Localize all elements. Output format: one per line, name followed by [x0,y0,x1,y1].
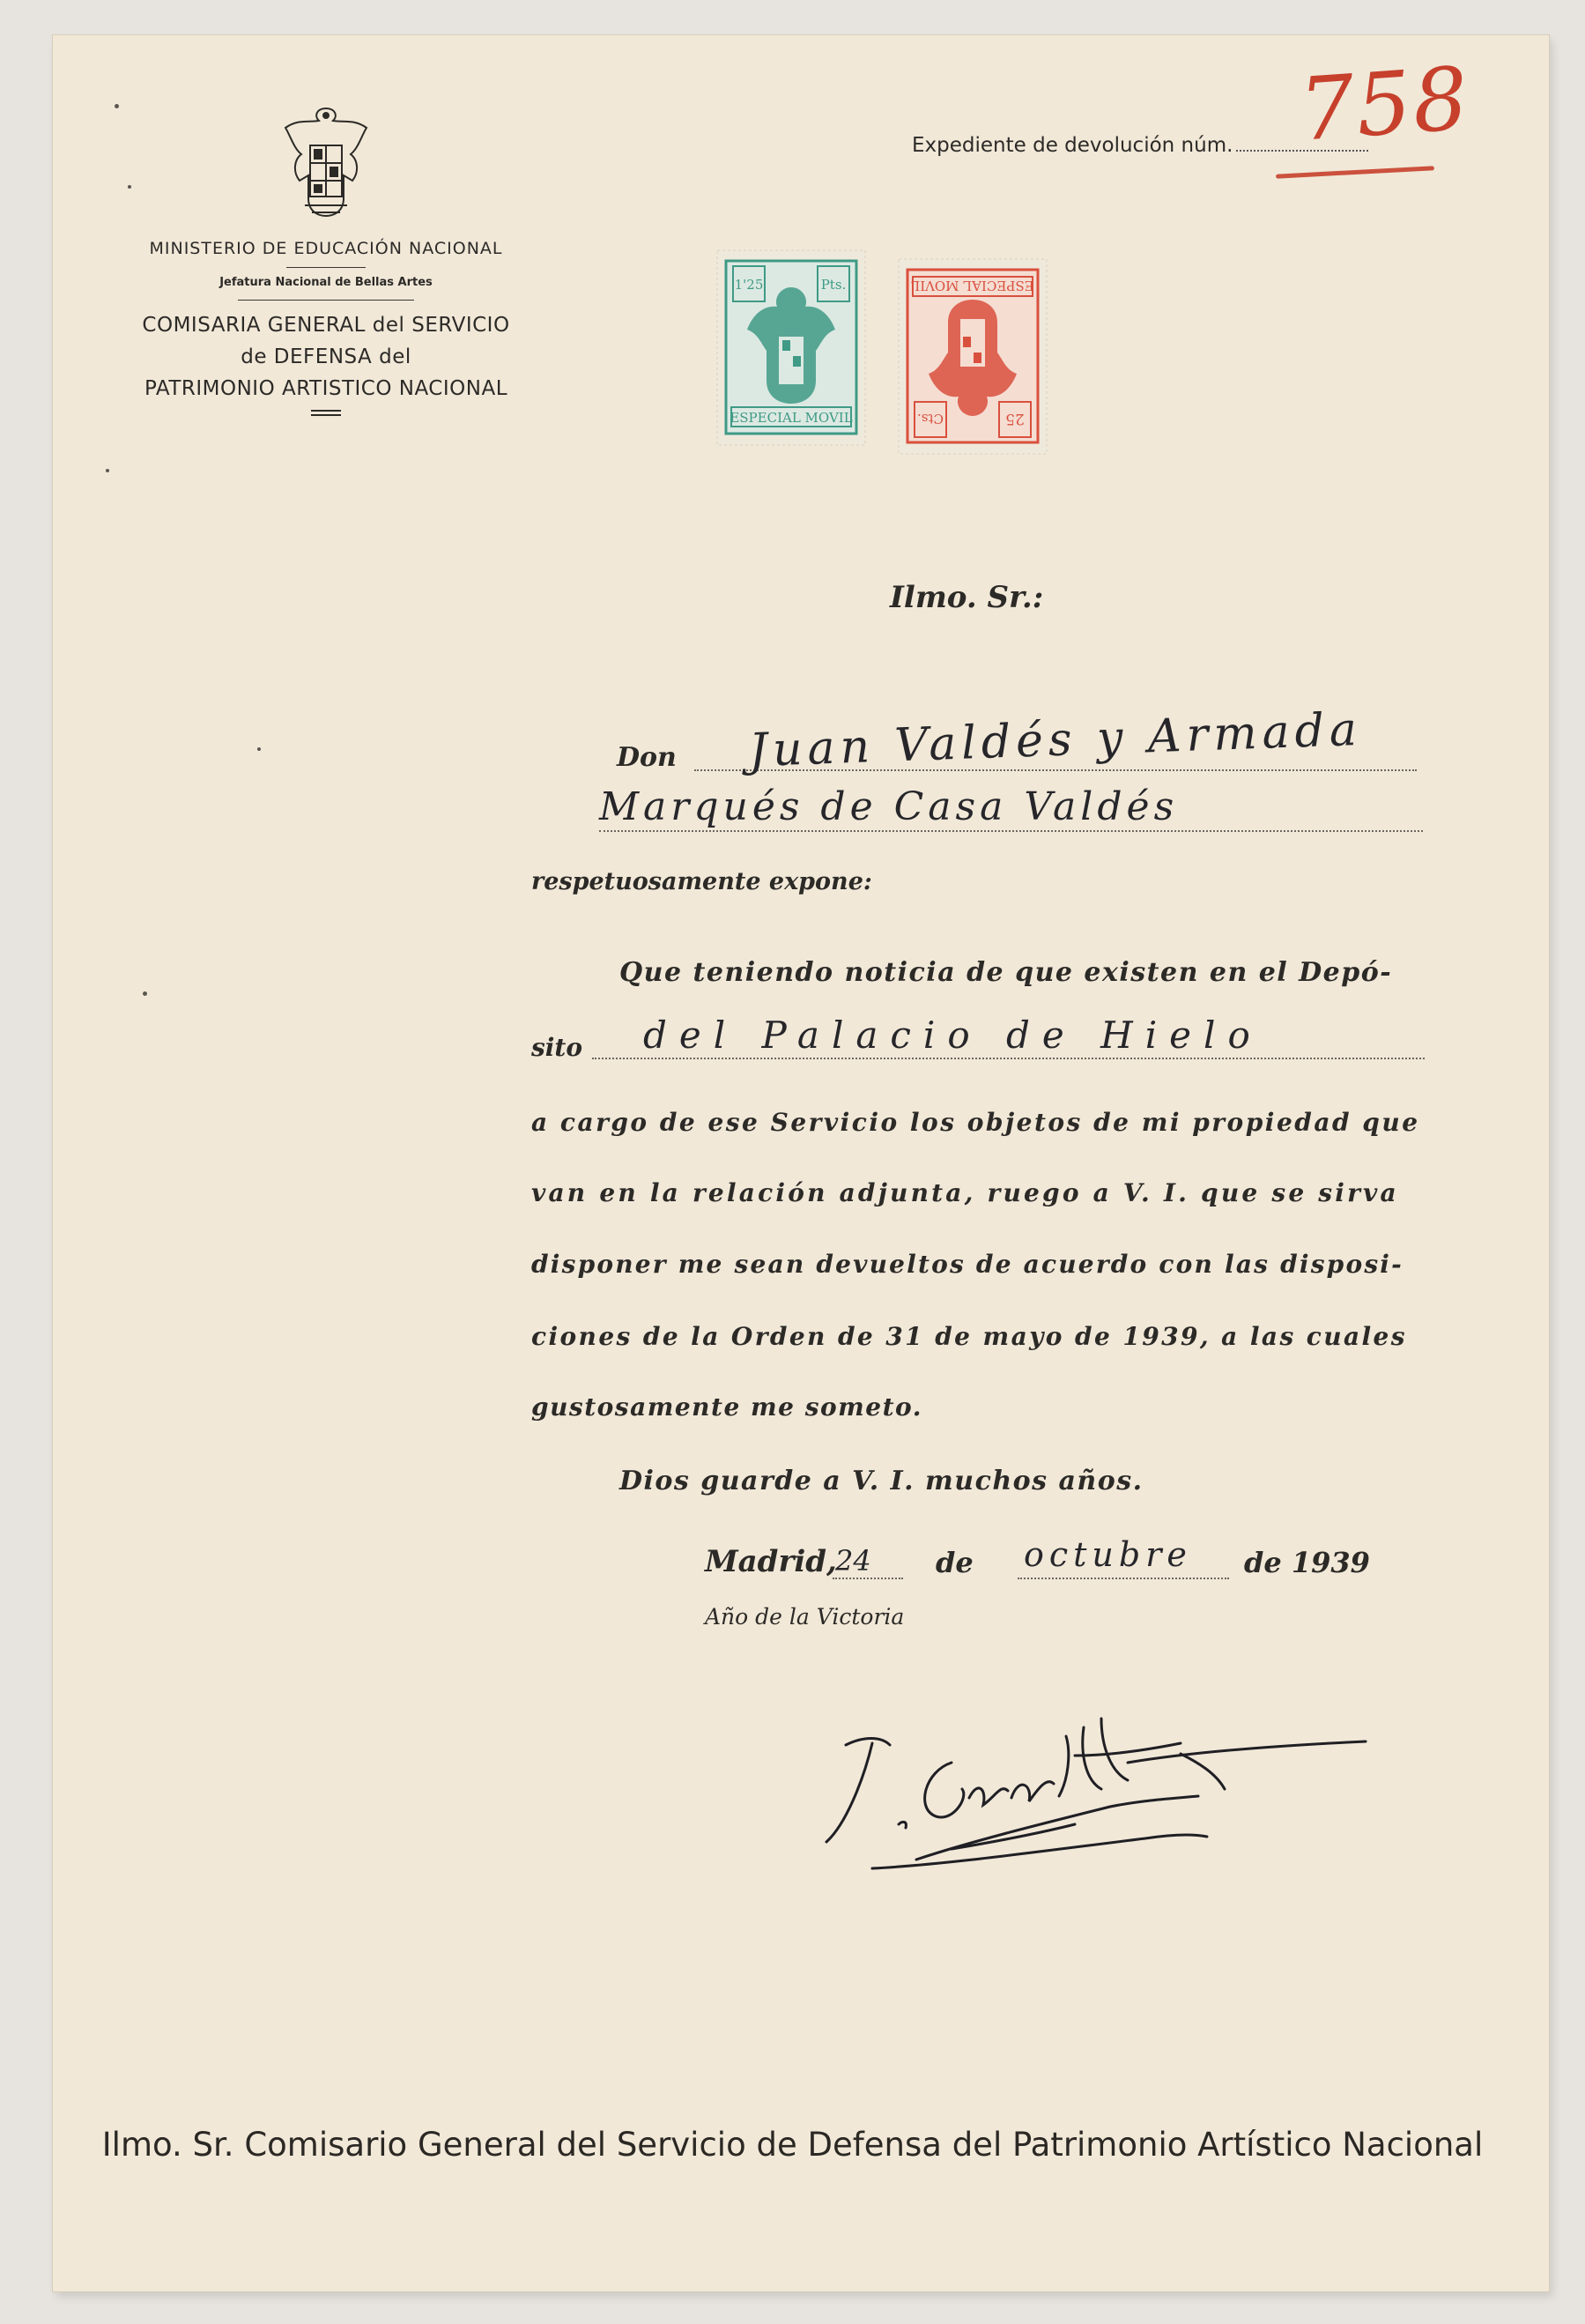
red-stamp-label: ESPECIAL MOVIL [911,278,1034,293]
date-month: octubre [1024,1535,1192,1574]
sito-label: sito [531,1033,583,1062]
ministry-name: MINISTERIO DE EDUCACIÓN NACIONAL [149,239,503,258]
paper-speck [128,185,131,189]
expediente-number: 758 [1296,48,1473,161]
divider [286,267,366,268]
green-stamp-currency: Pts. [820,277,847,293]
dotted-line [833,1578,903,1579]
footer-addressee: Ilmo. Sr. Comisario General del Servicio de Defensa del Patrimonio Artístico Nacional [101,2126,1484,2164]
date-city: Madrid, [705,1544,837,1579]
coat-of-arms-icon [273,101,379,225]
red-stamp-value: 25 [1005,410,1025,427]
expediente-label [912,134,1368,157]
jefatura-name: Jefatura Nacional de Bellas Artes [219,276,433,289]
paper-speck [115,104,119,108]
date-de: de [936,1546,974,1579]
salutation: Ilmo. Sr.: [890,580,1044,615]
paper-speck [143,991,147,996]
comisaria-line-1: COMISARIA GENERAL del SERVICIO [142,314,510,337]
deposit-handwritten: del Palacio de Hielo [643,1014,1263,1057]
paper-speck [106,469,109,472]
divider [238,300,414,301]
dotted-line [592,1058,1425,1059]
green-fiscal-stamp [715,249,867,447]
double-rule [311,410,341,416]
body-line-4: van en la relación adjunta, ruego a V. I. que se sirva [531,1178,1399,1207]
body-line-5: disponer me sean devueltos de acuerdo con las disposi- [531,1250,1404,1279]
dotted-line [1018,1578,1229,1579]
expone-line: respetuosamente expone: [531,868,872,895]
green-stamp-label: ESPECIAL MOVIL [730,410,853,426]
year-note: Año de la Victoria [705,1604,905,1630]
letterhead [97,101,555,416]
body-line-7: gustosamente me someto. [531,1392,922,1422]
body-line-3: a cargo de ese Servicio los objetos de mi propiedad que [531,1108,1420,1137]
comisaria-line-2: de DEFENSA del [241,345,411,368]
red-fiscal-stamp [897,257,1048,456]
green-stamp-value: 1'25 [734,277,764,293]
comisaria-line-3: PATRIMONIO ARTISTICO NACIONAL [144,377,508,400]
petitioner-name: Juan Valdés y Armada [748,702,1363,778]
signature-image [811,1692,1374,1877]
date-day: 24 [835,1544,871,1578]
red-stamp-currency: Cts. [917,411,944,427]
paper-speck [257,747,261,751]
expediente-label-text: Expediente de devolución núm. [912,134,1233,157]
dotted-line [599,830,1423,832]
don-label: Don [617,742,677,773]
petitioner-title: Marqués de Casa Valdés [599,784,1179,829]
closing-line: Dios guarde a V. I. muchos años. [619,1466,1144,1496]
date-year: de 1939 [1244,1546,1370,1579]
body-line-1: Que teniendo noticia de que existen en el Depó- [619,957,1393,988]
body-line-6: ciones de la Orden de 31 de mayo de 1939, a las cuales [531,1322,1407,1351]
